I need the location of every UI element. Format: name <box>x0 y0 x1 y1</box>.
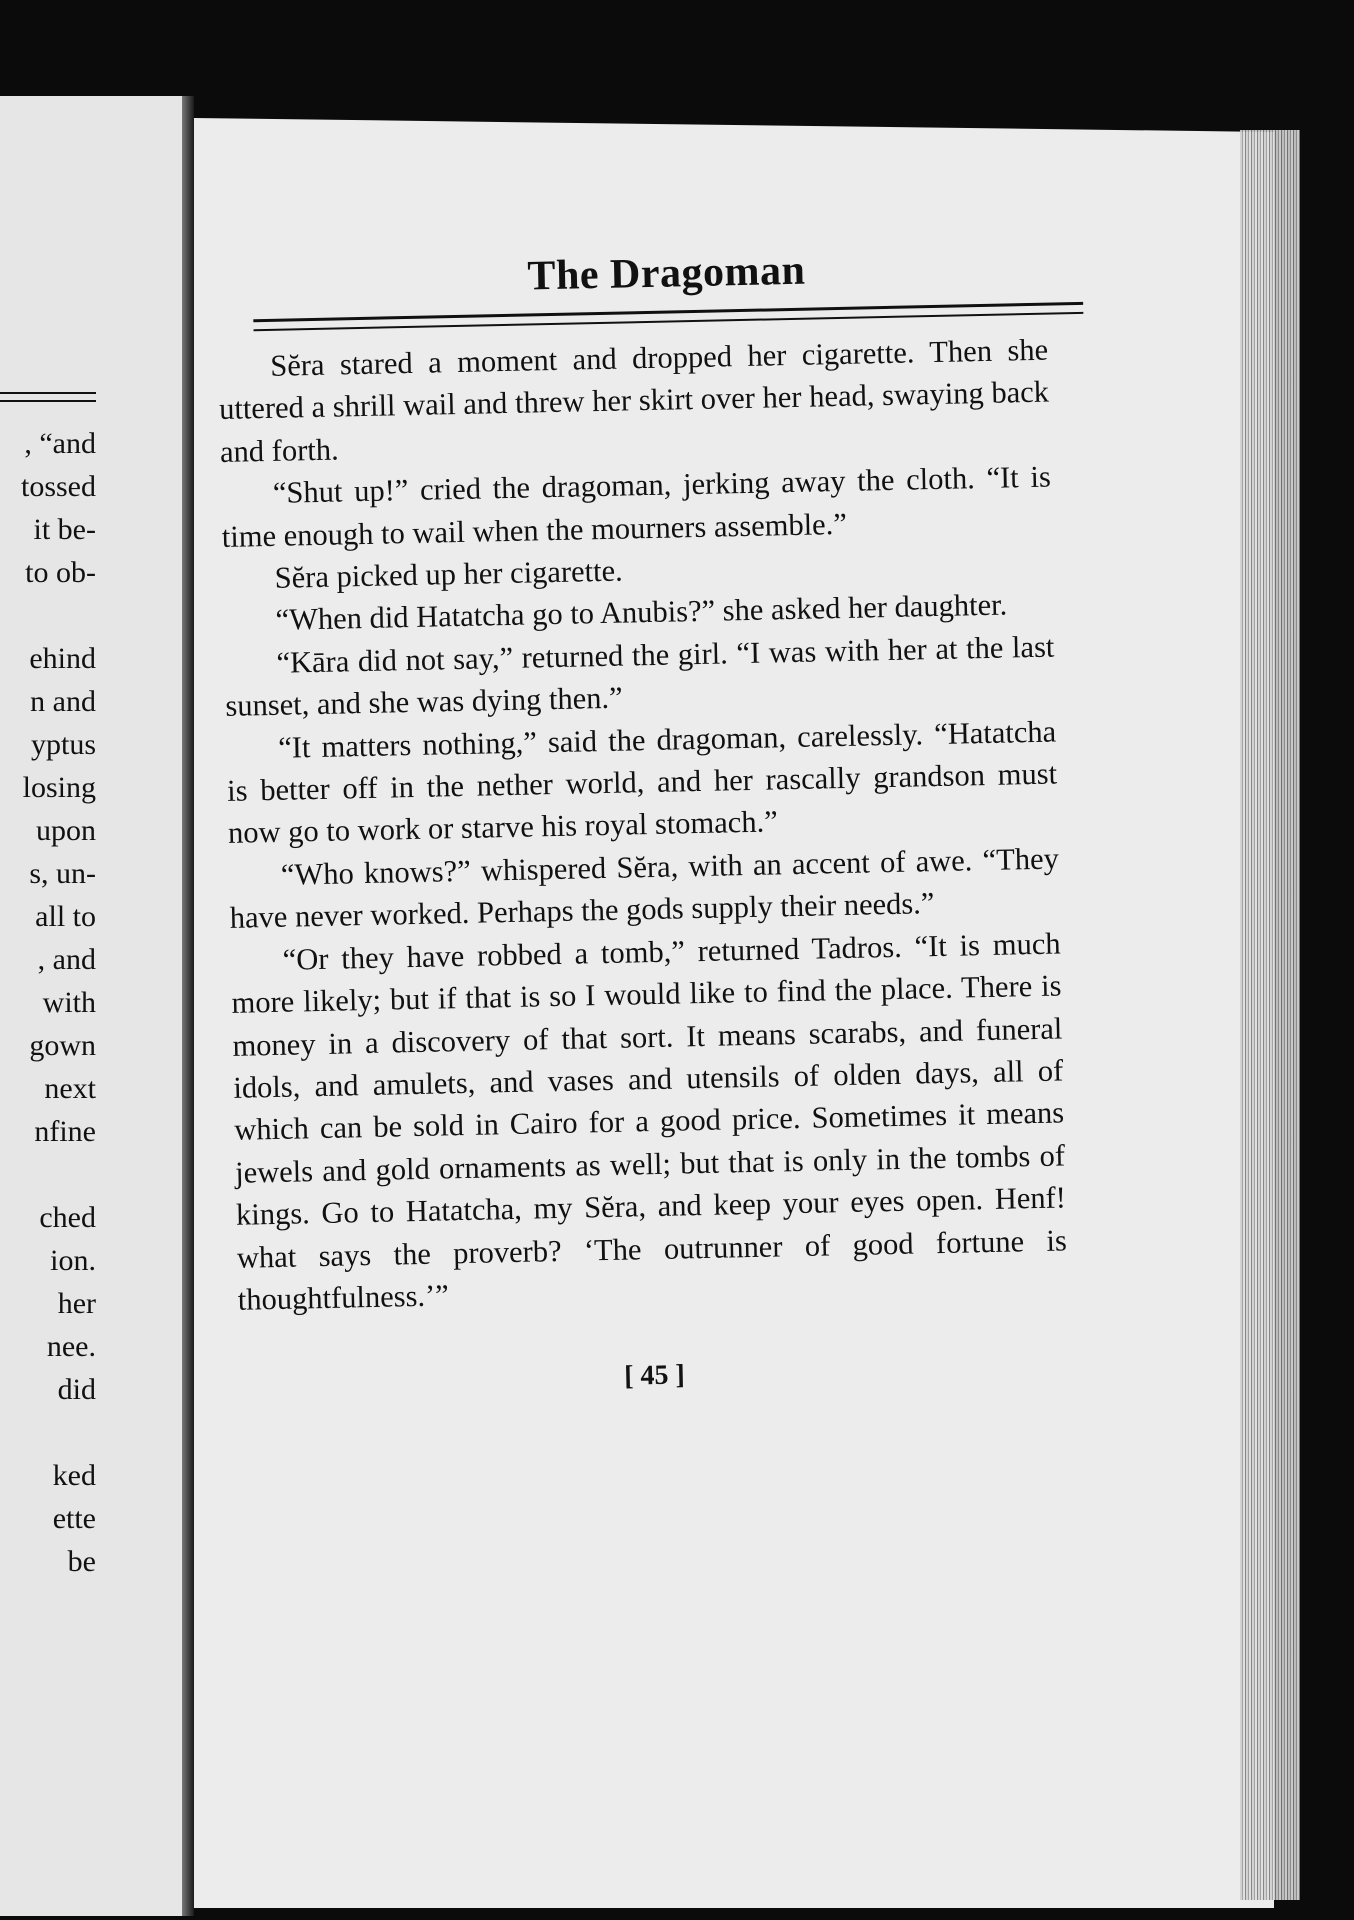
header-double-rule <box>253 302 1083 331</box>
previous-page-line: , “and <box>24 427 96 460</box>
previous-page-line: nfine <box>34 1115 96 1148</box>
paragraph: “Who knows?” whispered Sĕra, with an accent of awe. “They have never worked. Perhaps the gods supply their needs.” <box>229 841 1060 936</box>
previous-page-line <box>21 1411 96 1454</box>
previous-page-line: be <box>67 1545 96 1578</box>
previous-page <box>0 96 182 1916</box>
body-text <box>218 329 1068 1322</box>
previous-page-line: s, un- <box>29 857 96 890</box>
previous-page-line: to ob- <box>25 556 96 589</box>
previous-page-line: tossed <box>21 470 96 503</box>
previous-page-line: upon <box>36 814 96 847</box>
previous-page-line: n and <box>30 685 96 718</box>
previous-page-line: yptus <box>30 728 96 761</box>
scan-background-edge <box>1300 130 1354 1920</box>
book-gutter <box>182 96 194 1916</box>
page-number: [ 45 ] <box>623 1359 686 1393</box>
previous-page-line: with <box>42 986 96 1019</box>
paragraph: “When did Hatatcha go to Anubis?” she asked her daughter. <box>275 587 1008 638</box>
paragraph: “Kāra did not say,” returned the girl. “I was with her at the last sunset, and she was dying then.” <box>225 629 1055 724</box>
previous-page-line: ked <box>52 1459 96 1492</box>
paragraph: “Shut up!” cried the dragoman, jerking away the cloth. “It is time enough to wail when the mourners assemble.” <box>221 459 1052 554</box>
previous-page-line: all to <box>35 900 96 933</box>
previous-page-line: gown <box>29 1029 96 1062</box>
previous-page-line: ion. <box>50 1244 96 1277</box>
previous-page-line: nee. <box>46 1330 96 1363</box>
running-header-title: The Dragoman <box>527 247 806 300</box>
previous-page-line: next <box>44 1072 96 1105</box>
previous-page-line: ehind <box>29 642 96 675</box>
paragraph: “It matters nothing,” said the dragoman, carelessly. “Hatatcha is better off in the nether world, and her rascally grandson must now go to work or starve his royal stomach.” <box>226 714 1058 851</box>
previous-page-line: her <box>57 1287 96 1320</box>
previous-page-text <box>21 422 96 1583</box>
previous-page-line: did <box>57 1373 96 1406</box>
previous-page-line: , and <box>37 943 96 976</box>
previous-page-line: ette <box>52 1502 96 1535</box>
previous-page-line: ched <box>39 1201 96 1234</box>
previous-page-header-rule <box>0 392 96 402</box>
paragraph: “Or they have robbed a tomb,” returned Tadros. “It is much more likely; but if that is so I would like to find the place. There is money in a discovery of that sort. It means scarabs, and funeral idols, and amulets, and vases and utensils of olden days, all of which can be sold in Cairo for a good price. Sometimes it means jewels and gold ornaments as well; but that is only in the tombs of kings. Go to Hatatcha, my Sĕra, and keep your eyes open. Henf! what says the proverb? ‘The outrunner of good fortune is thoughtfulness.’” <box>231 926 1068 1317</box>
previous-page-line <box>21 1153 96 1196</box>
page-content <box>216 241 1070 1401</box>
paragraph: Sĕra picked up her cigarette. <box>274 553 624 595</box>
paragraph: Sĕra stared a moment and dropped her cigarette. Then she uttered a shrill wail and threw her skirt over her head, swaying back and forth. <box>218 332 1050 469</box>
previous-page-line <box>21 594 96 637</box>
previous-page-line: it be- <box>33 513 96 546</box>
previous-page-line: losing <box>22 771 96 804</box>
